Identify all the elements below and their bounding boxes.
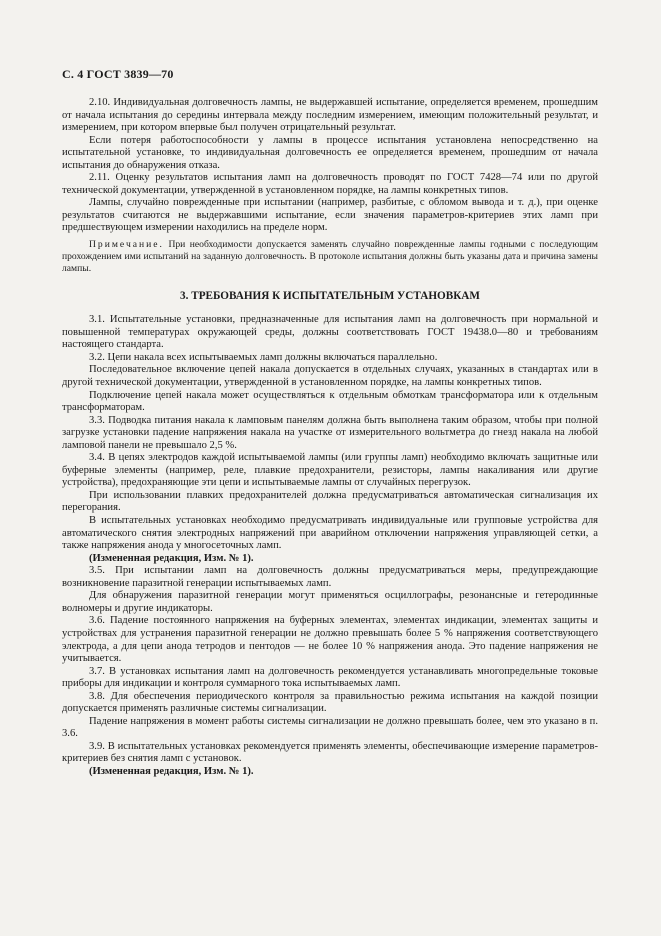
paragraph: 3.1. Испытательные установки, предназначенные для испытания ламп на долговечность при нормальной и повышенной температурах окружающей среды, должны соответствовать ГОСТ 19438.0—80 и требованиям настоящего стандарта. <box>62 314 598 351</box>
paragraph: 2.11. Оценку результатов испытания ламп на долговечность проводят по ГОСТ 7428—74 или по другой технической документации, утвержденной в установленном порядке, на лампы конкретных типов. <box>62 172 598 196</box>
paragraph: В испытательных установках необходимо предусматривать индивидуальные или групповые устройства для автоматического снятия электродных напряжений при аварийном отключении напряжения управляющей сетки, а также напряжения анода у многосеточных ламп. <box>62 515 598 552</box>
paragraph: 3.6. Падение постоянного напряжения на буферных элементах, элементах индикации, элементах защиты и устройствах для устранения паразитной генерации не должно превышать более 5 % напряжения соответствующего электрода, а для цепи анода тетродов и пентодов — не более 10 % напряжения анода. Это падение напряжения не учитывается. <box>62 615 598 665</box>
paragraph: Лампы, случайно поврежденные при испытании (например, разбитые, с обломом вывода и т. д.), при оценке результатов считаются не выдержавшими испытание, если значения параметров-критериев этих ламп при предшествующем измерении находились на пределе норм. <box>62 197 598 234</box>
paragraph: 3.5. При испытании ламп на долговечность должны предусматриваться меры, предупреждающие возникновение паразитной генерации испытываемых ламп. <box>62 565 598 589</box>
note-text: При необходимости допускается заменять случайно поврежденные лампы годными с последующим прохождением ими испытаний на заданную долговечность. В протоколе испытания должны быть указаны дата и причина замены лампы. <box>62 239 598 274</box>
revision-note: (Измененная редакция, Изм. № 1). <box>89 765 254 777</box>
paragraph: 3.9. В испытательных установках рекомендуется применять элементы, обеспечивающие измерение параметров-критериев без снятия ламп с установок. <box>62 740 598 765</box>
paragraph: Если потеря работоспособности у лампы в процессе испытания установлена непосредственно на испытательной установке, то индивидуальная долговечность ее определяется временем, прошедшим от начала испытания до обнаружения отказа. <box>62 134 598 171</box>
paragraph: 3.4. В цепях электродов каждой испытываемой лампы (или группы ламп) необходимо включать защитные или буферные элементы (например, реле, плавкие предохранители, резисторы, лампы накаливания или другие устройства), предохраняющие эти цепи и испытываемые лампы от случайных перегрузок. <box>62 452 598 489</box>
paragraph: Падение напряжения в момент работы системы сигнализации не должно превышать более, чем это указано в п. 3.6. <box>62 715 598 740</box>
note-paragraph <box>62 239 598 275</box>
section-title: 3. ТРЕБОВАНИЯ К ИСПЫТАТЕЛЬНЫМ УСТАНОВКАМ <box>180 289 480 302</box>
paragraph: Подключение цепей накала может осуществляться к отдельным обмоткам трансформатора или к отдельным трансформаторам. <box>62 389 598 414</box>
paragraph: 3.3. Подводка питания накала к ламповым панелям должна быть выполнена таким образом, чтобы при полной загрузке установки падение напряжения накала на участке от измерительного вольтметра до гнезд накала на любой ламповой панели не превышало 2,5 %. <box>62 414 598 451</box>
paragraph: 2.10. Индивидуальная долговечность лампы, не выдержавшей испытание, определяется временем, прошедшим от начала испытания до середины интервала между последним измерением, имеющим положительный результат, и измерением, при котором впервые был получен отрицательный результат. <box>62 97 598 134</box>
revision-note: (Измененная редакция, Изм. № 1). <box>89 552 254 564</box>
paragraph: Для обнаружения паразитной генерации могут применяться осциллографы, резонансные и гетеродинные волномеры и другие индикаторы. <box>62 590 598 614</box>
paragraph: 3.7. В установках испытания ламп на долговечность рекомендуется устанавливать многопредельные токовые приборы для индикации и контроля суммарного тока испытываемых ламп. <box>62 665 598 690</box>
page-header: С. 4 ГОСТ 3839—70 <box>62 67 174 81</box>
note-label: Примечание. <box>89 239 164 251</box>
document-body <box>62 97 598 779</box>
paragraph: 3.2. Цепи накала всех испытываемых ламп должны включаться параллельно. <box>89 351 438 363</box>
paragraph: Последовательное включение цепей накала допускается в отдельных случаях, указанных в стандартах или в другой технической документации, утвержденной в установленном порядке, на лампы конкретных типов. <box>62 364 598 389</box>
paragraph: При использовании плавких предохранителей должна предусматриваться автоматическая сигнализация их перегорания. <box>62 489 598 514</box>
paragraph: 3.8. Для обеспечения периодического контроля за правильностью режима испытания на каждой позиции допускается применять различные системы сигнализации. <box>62 690 598 715</box>
